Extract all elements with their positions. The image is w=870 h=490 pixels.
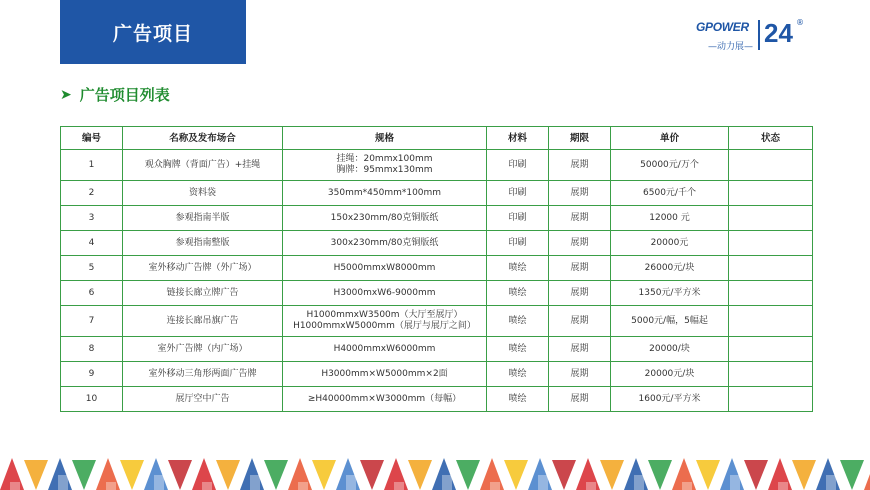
footer-building — [682, 482, 692, 490]
cell-name: 连接长廊吊旗广告 — [123, 306, 283, 337]
footer-building — [298, 482, 308, 490]
column-header-status: 状态 — [729, 127, 813, 150]
table-row — [61, 206, 813, 231]
cell-price: 6500元/千个 — [611, 181, 729, 206]
cell-term: 展期 — [549, 256, 611, 281]
table-row — [61, 281, 813, 306]
cell-price: 20000/块 — [611, 337, 729, 362]
footer-building — [586, 482, 596, 490]
cell-term: 展期 — [549, 387, 611, 412]
gpower-logo — [690, 16, 810, 56]
cell-number: 1 — [61, 150, 123, 181]
table-row — [61, 181, 813, 206]
cell-spec — [283, 231, 487, 256]
column-header-name: 名称及发布场合 — [123, 127, 283, 150]
footer-triangle — [864, 458, 870, 490]
spec-line: 350mm*450mm*100mm — [327, 187, 442, 198]
footer-triangle — [216, 460, 240, 490]
logo-number: 24 — [764, 18, 793, 48]
cell-number: 3 — [61, 206, 123, 231]
cell-term: 展期 — [549, 150, 611, 181]
logo-subtitle: —动力展— — [708, 42, 754, 52]
chevron-right-icon: ➤ — [60, 86, 72, 103]
footer-pattern — [0, 452, 870, 490]
cell-status — [729, 281, 813, 306]
table-body — [61, 150, 813, 412]
spec-line: 挂绳：20mmx100mm — [336, 154, 433, 164]
footer-triangle — [744, 460, 768, 490]
spec-line: ≥H40000mm×W3000mm（每幅） — [307, 393, 462, 404]
cell-price: 12000 元 — [611, 206, 729, 231]
cell-material: 喷绘 — [487, 281, 549, 306]
footer-triangle — [408, 460, 432, 490]
cell-number: 8 — [61, 337, 123, 362]
cell-term: 展期 — [549, 306, 611, 337]
footer-building — [154, 475, 164, 490]
cell-material: 喷绘 — [487, 256, 549, 281]
footer-building — [634, 475, 644, 490]
footer-triangle — [120, 460, 144, 490]
footer-building — [202, 482, 212, 490]
cell-name: 室外广告牌（内广场） — [123, 337, 283, 362]
cell-price: 20000元 — [611, 231, 729, 256]
footer-building — [346, 475, 356, 490]
cell-status — [729, 181, 813, 206]
cell-name: 链接长廊立牌广告 — [123, 281, 283, 306]
cell-material: 喷绘 — [487, 362, 549, 387]
column-header-number: 编号 — [61, 127, 123, 150]
cell-spec — [283, 387, 487, 412]
cell-price: 20000元/块 — [611, 362, 729, 387]
cell-material: 喷绘 — [487, 387, 549, 412]
cell-material: 印刷 — [487, 206, 549, 231]
footer-building — [442, 475, 452, 490]
cell-status — [729, 387, 813, 412]
cell-material: 喷绘 — [487, 337, 549, 362]
cell-name: 室外移动广告牌（外广场） — [123, 256, 283, 281]
spec-line: H4000mmxW6000mm — [333, 343, 436, 354]
cell-number: 10 — [61, 387, 123, 412]
cell-number: 7 — [61, 306, 123, 337]
table-row — [61, 337, 813, 362]
cell-material: 喷绘 — [487, 306, 549, 337]
cell-spec — [283, 362, 487, 387]
cell-status — [729, 362, 813, 387]
cell-name: 参观指南半版 — [123, 206, 283, 231]
footer-triangle — [168, 460, 192, 490]
cell-name: 室外移动三角形两面广告牌 — [123, 362, 283, 387]
cell-material: 印刷 — [487, 181, 549, 206]
footer-building — [58, 475, 68, 490]
cell-name: 展厅空中广告 — [123, 387, 283, 412]
footer-triangle — [24, 460, 48, 490]
logo-divider — [758, 20, 760, 50]
spec-line: H1000mmxW3500m（大厅至展厅） — [306, 310, 463, 320]
footer-building — [826, 475, 836, 490]
cell-spec — [283, 281, 487, 306]
footer-building — [10, 482, 20, 490]
cell-spec — [283, 150, 487, 181]
cell-price: 1350元/平方米 — [611, 281, 729, 306]
table-row — [61, 231, 813, 256]
cell-material: 印刷 — [487, 231, 549, 256]
page-title: 广告项目 — [60, 0, 246, 64]
cell-name: 观众胸牌（背面广告）+挂绳 — [123, 150, 283, 181]
spec-line: 300x230mm/80克铜版纸 — [330, 237, 439, 248]
cell-material: 印刷 — [487, 150, 549, 181]
logo-brand: GPOWER — [696, 20, 749, 34]
cell-number: 4 — [61, 231, 123, 256]
column-header-spec: 规格 — [283, 127, 487, 150]
cell-spec — [283, 306, 487, 337]
spec-line: H3000mm×W5000mm×2面 — [321, 368, 448, 379]
table-header-row — [61, 127, 813, 150]
table-row — [61, 256, 813, 281]
footer-building — [538, 475, 548, 490]
footer-triangle — [552, 460, 576, 490]
footer-building — [250, 475, 260, 490]
cell-status — [729, 337, 813, 362]
cell-name: 资料袋 — [123, 181, 283, 206]
table-row — [61, 150, 813, 181]
footer-building — [730, 475, 740, 490]
cell-status — [729, 231, 813, 256]
column-header-price: 单价 — [611, 127, 729, 150]
table-row — [61, 306, 813, 337]
cell-spec — [283, 337, 487, 362]
cell-term: 展期 — [549, 337, 611, 362]
cell-status — [729, 256, 813, 281]
footer-triangle — [312, 460, 336, 490]
footer-building — [106, 482, 116, 490]
column-header-material: 材料 — [487, 127, 549, 150]
spec-line: H3000mxW6-9000mm — [333, 287, 436, 298]
footer-triangle — [456, 460, 480, 490]
footer-triangle — [696, 460, 720, 490]
spec-line: 150x230mm/80克铜版纸 — [330, 212, 439, 223]
cell-number: 2 — [61, 181, 123, 206]
section-heading-text: 广告项目列表 — [79, 86, 170, 104]
footer-triangle — [600, 460, 624, 490]
footer-triangle — [360, 460, 384, 490]
ad-items-table — [60, 126, 813, 412]
cell-term: 展期 — [549, 281, 611, 306]
logo-mark: ® — [796, 18, 804, 27]
footer-triangle — [72, 460, 96, 490]
spec-line: H1000mmxW5000mm（展厅与展厅之间） — [293, 321, 476, 331]
table-row — [61, 362, 813, 387]
cell-number: 6 — [61, 281, 123, 306]
footer-triangle — [264, 460, 288, 490]
table-row — [61, 387, 813, 412]
cell-term: 展期 — [549, 181, 611, 206]
cell-price: 5000元/幅，5幅起 — [611, 306, 729, 337]
cell-number: 9 — [61, 362, 123, 387]
cell-term: 展期 — [549, 206, 611, 231]
cell-status — [729, 206, 813, 231]
cell-number: 5 — [61, 256, 123, 281]
cell-price: 50000元/万个 — [611, 150, 729, 181]
footer-triangle — [840, 460, 864, 490]
cell-status — [729, 150, 813, 181]
footer-building — [490, 482, 500, 490]
cell-price: 26000元/块 — [611, 256, 729, 281]
footer-decoration — [0, 452, 870, 490]
section-heading — [60, 84, 170, 105]
footer-triangle — [504, 460, 528, 490]
cell-term: 展期 — [549, 231, 611, 256]
cell-spec — [283, 206, 487, 231]
spec-line: H5000mmxW8000mm — [333, 262, 436, 273]
spec-line: 胸牌：95mmx130mm — [336, 165, 433, 175]
footer-building — [394, 482, 404, 490]
footer-triangle — [792, 460, 816, 490]
footer-building — [778, 482, 788, 490]
cell-name: 参观指南整版 — [123, 231, 283, 256]
cell-spec — [283, 181, 487, 206]
footer-triangle — [648, 460, 672, 490]
cell-term: 展期 — [549, 362, 611, 387]
cell-spec — [283, 256, 487, 281]
cell-price: 1600元/平方米 — [611, 387, 729, 412]
column-header-term: 期限 — [549, 127, 611, 150]
cell-status — [729, 306, 813, 337]
